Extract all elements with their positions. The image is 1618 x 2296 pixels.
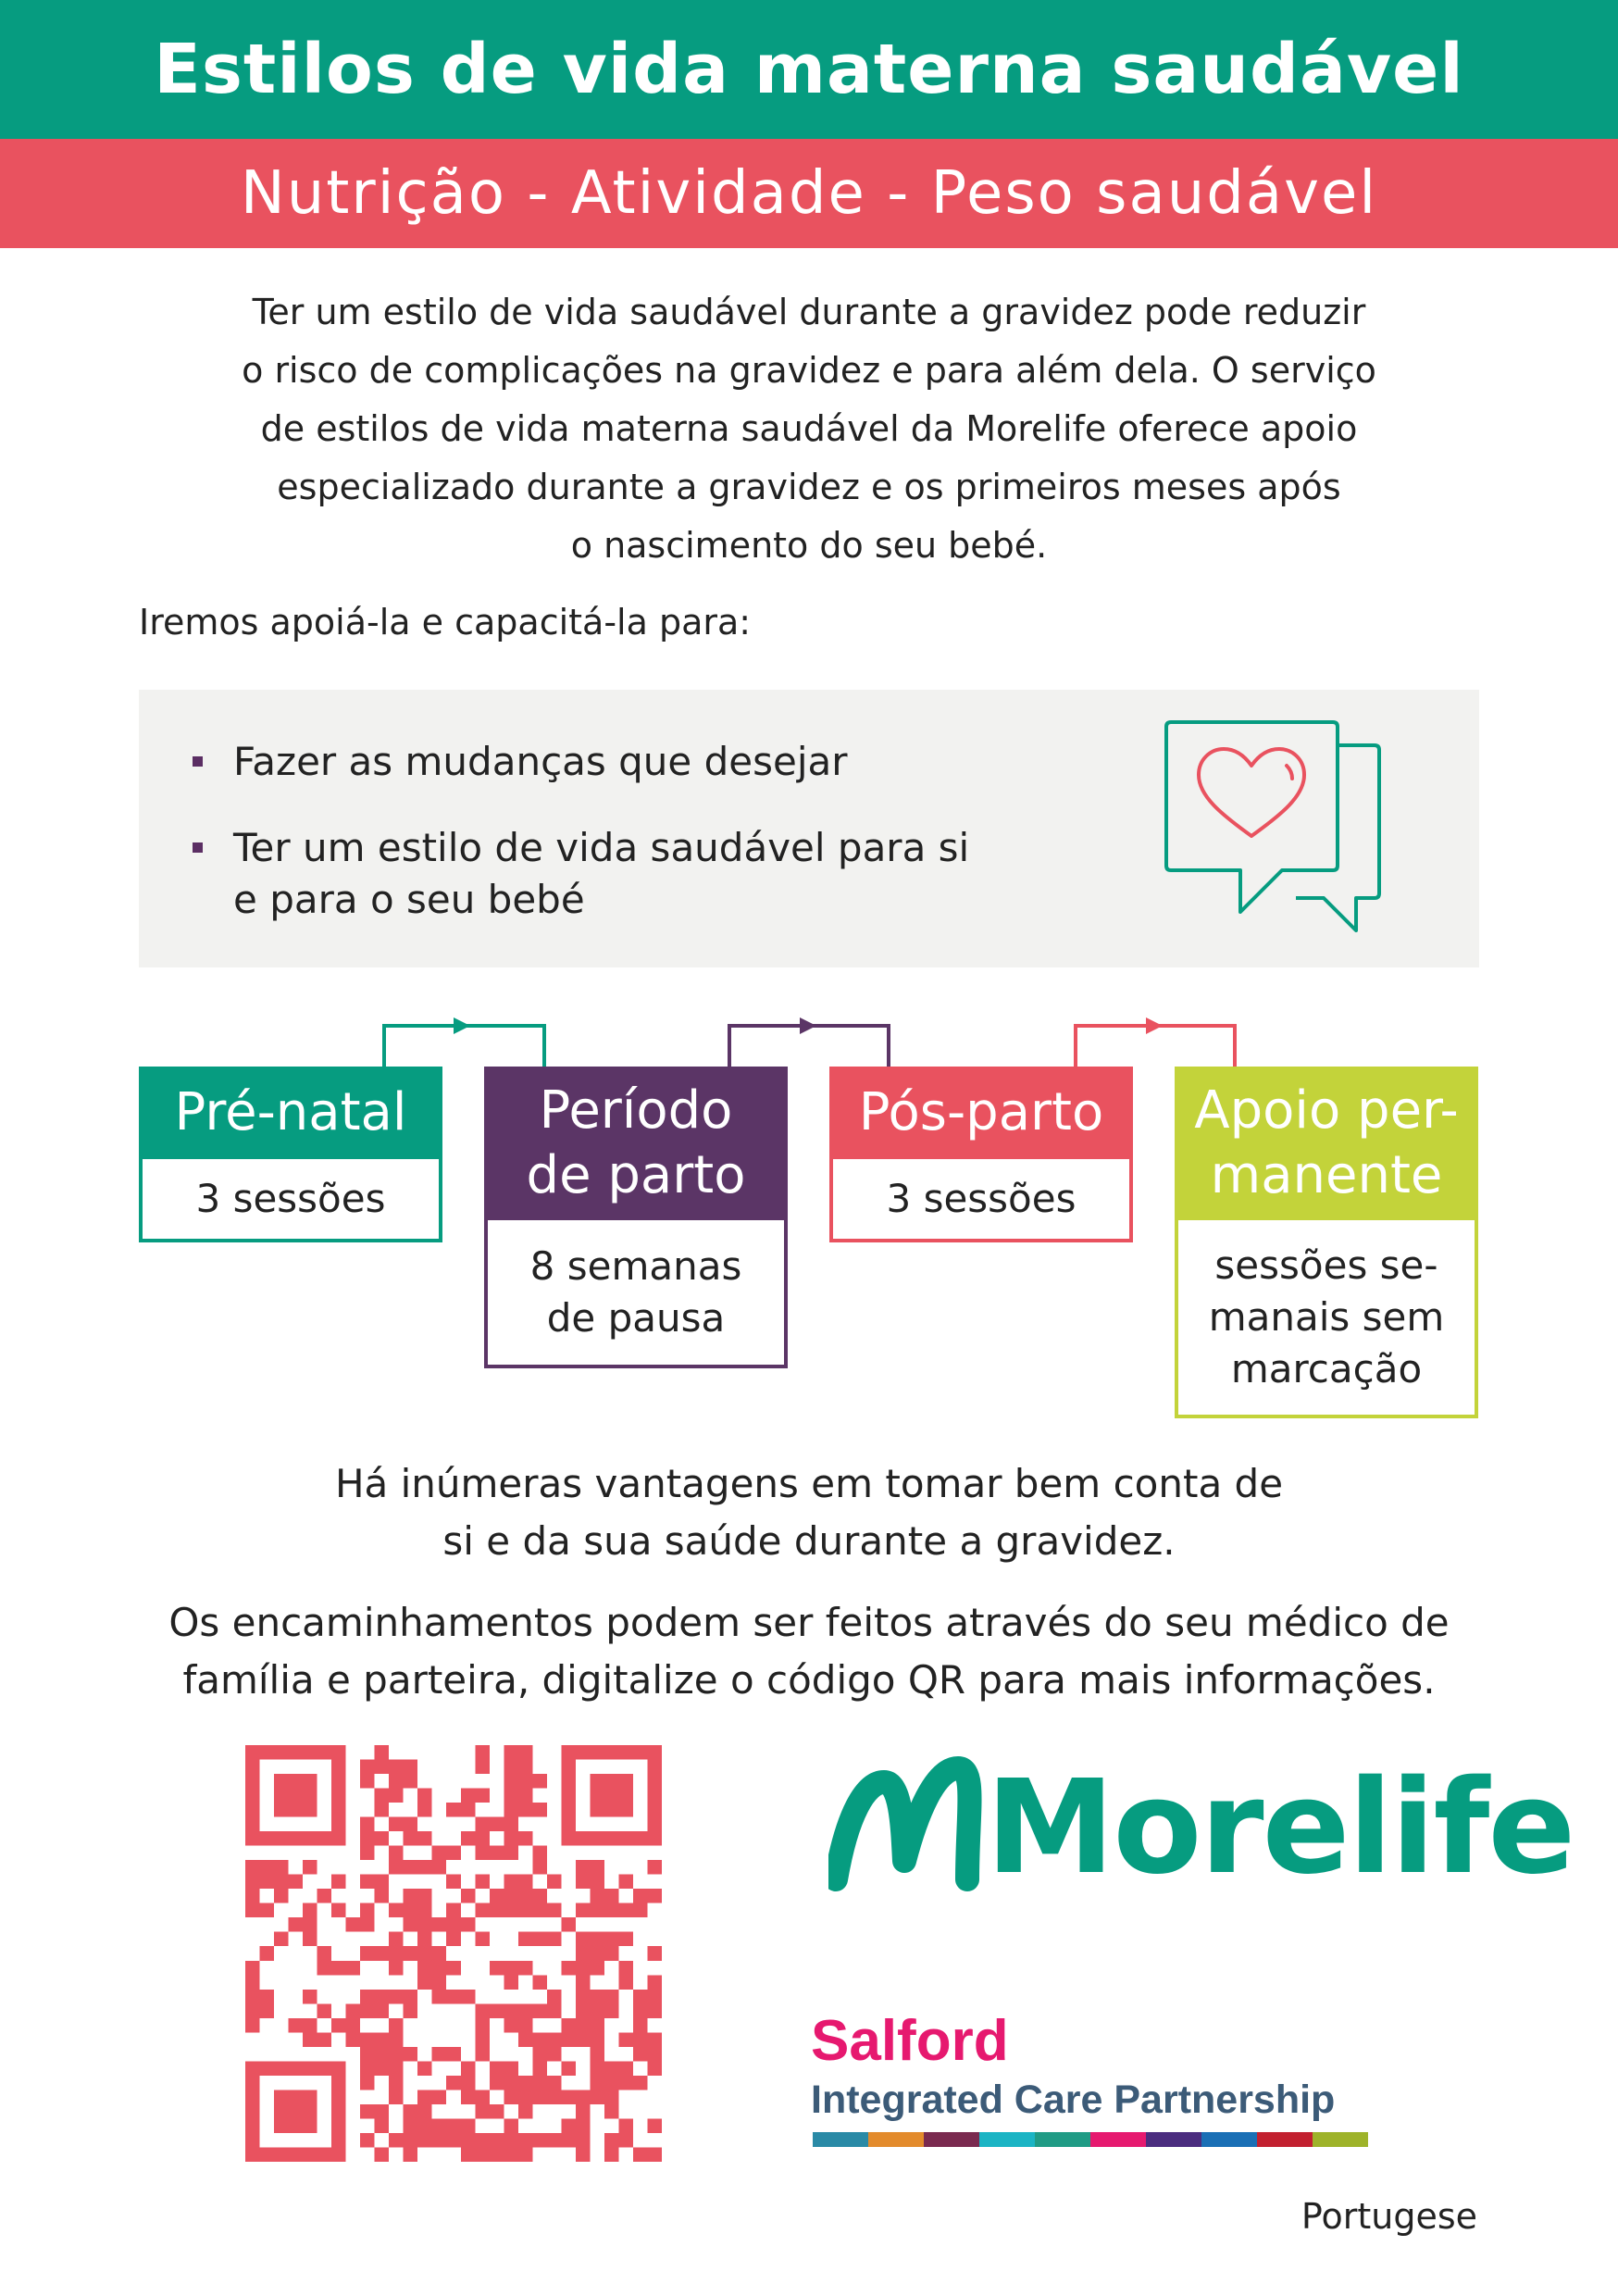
bullet-text: e para o seu bebé bbox=[233, 877, 585, 922]
benefits-line: si e da sua saúde durante a gravidez. bbox=[442, 1518, 1176, 1564]
bullet-text: Fazer as mudanças que desejar bbox=[233, 739, 848, 784]
bullet-marker bbox=[193, 842, 203, 853]
page-title: Estilos de vida materna saudável bbox=[0, 0, 1618, 139]
language-label: Portugese bbox=[1301, 2196, 1477, 2237]
stage-ongoing-support bbox=[1175, 1067, 1478, 1418]
benefits-paragraph bbox=[139, 1455, 1479, 1570]
salford-stripe bbox=[1201, 2132, 1257, 2147]
intro-line: o nascimento do seu bebé. bbox=[570, 525, 1048, 566]
salford-logo-stripes bbox=[813, 2132, 1368, 2147]
stage-postpartum bbox=[829, 1067, 1133, 1242]
salford-logo-title: Salford bbox=[811, 2009, 1009, 2073]
qr-code[interactable] bbox=[245, 1745, 662, 2162]
support-heading: Iremos apoiá-la e capacitá-la para: bbox=[139, 602, 752, 643]
salford-stripe bbox=[1257, 2132, 1313, 2147]
intro-line: de estilos de vida materna saudável da Morelife oferece apoio bbox=[260, 408, 1358, 449]
stage-detail: 3 sessões bbox=[886, 1176, 1077, 1221]
benefits-line: Há inúmeras vantagens em tomar bem conta de bbox=[334, 1461, 1284, 1506]
referral-line: Os encaminhamentos podem ser feitos através do seu médico de bbox=[168, 1600, 1450, 1645]
stage-title: Pós-parto bbox=[858, 1082, 1104, 1142]
stage-detail: marcação bbox=[1230, 1346, 1423, 1391]
salford-stripe bbox=[813, 2132, 868, 2147]
page-subtitle: Nutrição - Atividade - Peso saudável bbox=[0, 139, 1618, 248]
stage-detail: sessões se- bbox=[1214, 1242, 1438, 1288]
stage-title: de parto bbox=[526, 1145, 746, 1205]
salford-stripe bbox=[868, 2132, 924, 2147]
intro-line: Ter um estilo de vida saudável durante a gravidez pode reduzir bbox=[252, 292, 1366, 332]
salford-stripe bbox=[1090, 2132, 1146, 2147]
salford-stripe bbox=[924, 2132, 979, 2147]
stage-detail: 8 semanas bbox=[529, 1243, 742, 1289]
bullet-marker bbox=[193, 756, 203, 767]
stage-detail: de pausa bbox=[546, 1295, 726, 1341]
salford-logo-subtitle: Integrated Care Partnership bbox=[811, 2078, 1336, 2122]
intro-line: especializado durante a gravidez e os primeiros meses após bbox=[277, 467, 1341, 507]
intro-paragraph bbox=[139, 283, 1479, 575]
stage-title: manente bbox=[1210, 1145, 1443, 1205]
referral-paragraph bbox=[111, 1594, 1507, 1709]
salford-stripe bbox=[1035, 2132, 1090, 2147]
bullet-text: Ter um estilo de vida saudável para si bbox=[233, 825, 970, 870]
stage-detail: 3 sessões bbox=[195, 1176, 386, 1221]
stage-prenatal bbox=[139, 1067, 442, 1242]
stage-title: Apoio per- bbox=[1194, 1080, 1459, 1141]
referral-line: família e parteira, digitalize o código QR para mais informações. bbox=[182, 1657, 1436, 1703]
intro-line: o risco de complicações na gravidez e para além dela. O serviço bbox=[242, 350, 1376, 391]
salford-stripe bbox=[1313, 2132, 1368, 2147]
stage-birth-period bbox=[484, 1067, 788, 1368]
stage-title: Período bbox=[539, 1080, 733, 1141]
morelife-logo bbox=[828, 1750, 1574, 1907]
heart-speech-bubble-icon bbox=[1157, 718, 1388, 940]
salford-stripe bbox=[979, 2132, 1035, 2147]
salford-stripe bbox=[1146, 2132, 1201, 2147]
stage-detail: manais sem bbox=[1208, 1294, 1445, 1340]
stage-title: Pré-natal bbox=[174, 1082, 407, 1142]
morelife-wordmark: Morelife bbox=[986, 1753, 1574, 1903]
